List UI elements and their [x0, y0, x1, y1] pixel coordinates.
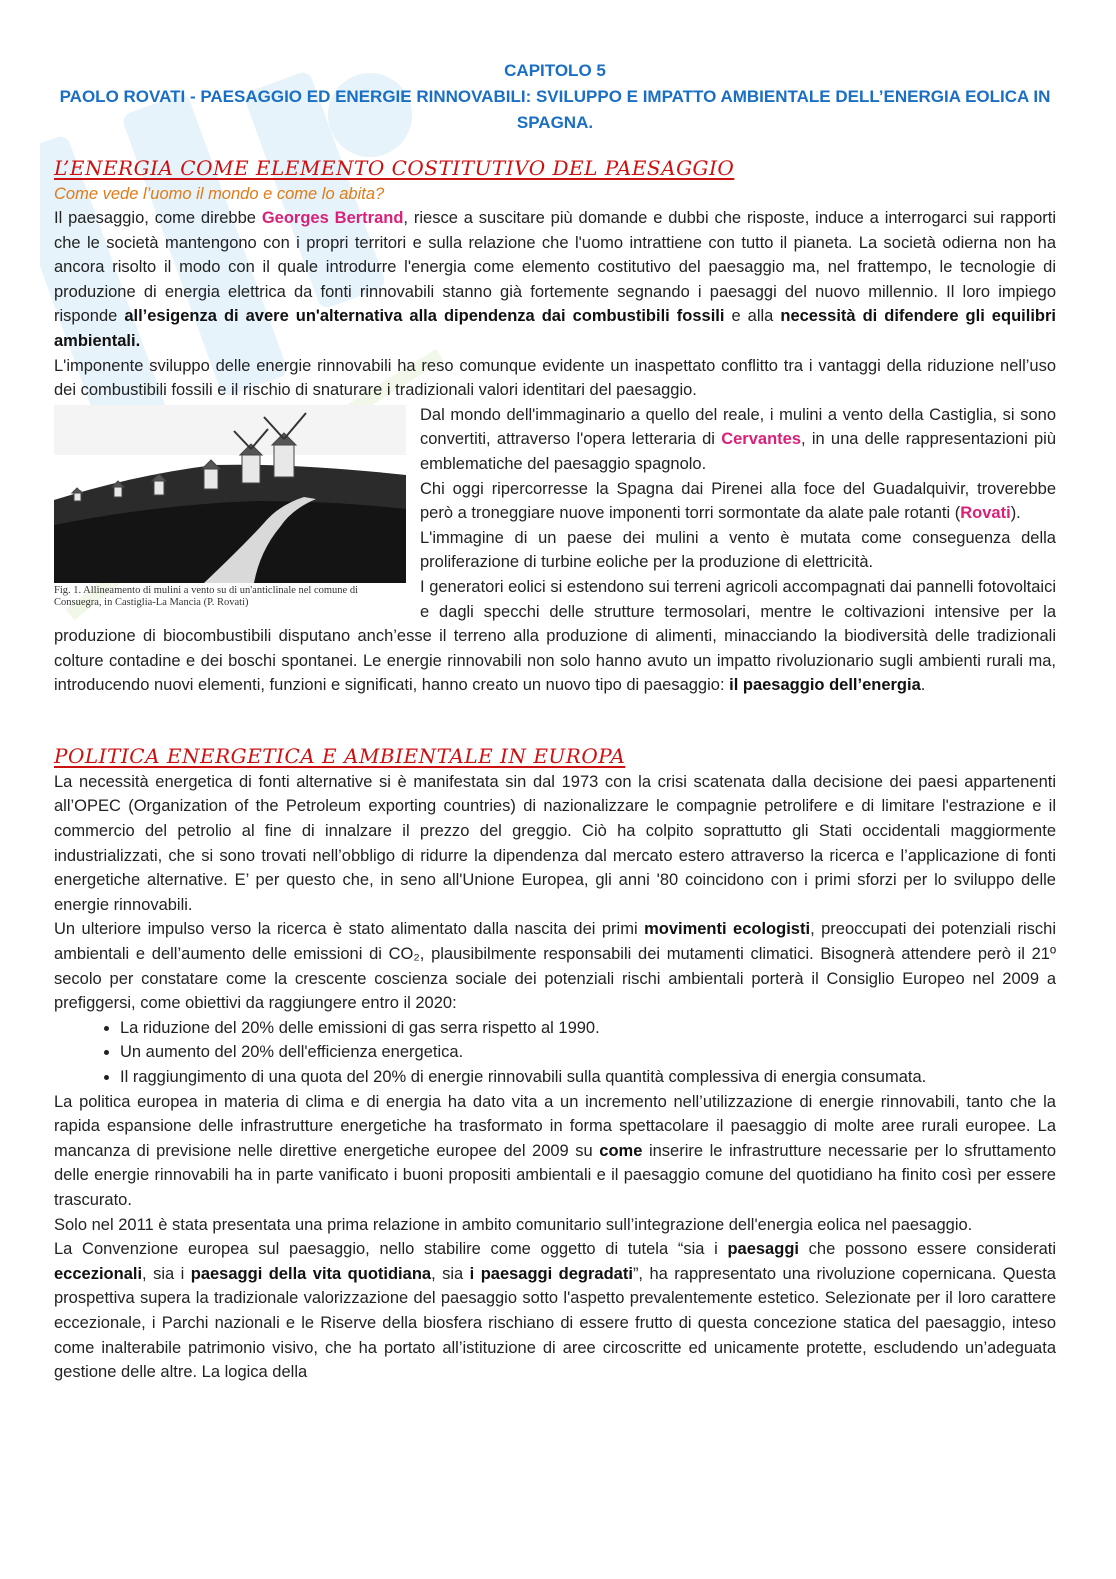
chapter-title: PAOLO ROVATI - PAESAGGIO ED ENERGIE RINNOVABILI: SVILUPPO E IMPATTO AMBIENTALE DELL’ENERGIA EOLICA IN SPAGNA. — [59, 87, 1051, 132]
paragraph: Un ulteriore impulso verso la ricerca è stato alimentato dalla nascita dei primi movimenti ecologisti, preoccupati dei potenziali rischi ambientali e dell’aumento delle emissioni di CO₂, plausibilmente responsabili dei mutamenti climatici. Bisognerà attendere però il 21º secolo per constatare come la crescente coscienza sociale dei potenziali rischi ambientali porterà il Consiglio Europeo nel 2009 a prefiggersi, come obiettivi da raggiungere entro il 2020: — [54, 920, 1056, 1013]
paragraph: La necessità energetica di fonti alternative si è manifestata sin dal 1973 con la crisi scatenata dalla decisione dei paesi appartenenti all’OPEC (Organization of the Petroleum exporting countries) di nazionalizzare le compagnie petrolifere e di limitare l'estrazione e il commercio del petrolio al fine di innalzare il prezzo del greggio. Ciò ha colpito soprattutto gli Stati occidentali maggiormente industrializzati, che si sono trovati nell’obbligo di ridurre la dipendenza dal mercato estero attraverso la ricerca e l’applicazione di fonti energetiche alternative. E’ per questo che, in seno all'Unione Europea, gli anni '80 coincidono con i primi sforzi per lo sviluppo delle energie rinnovabili. — [54, 772, 1056, 914]
author-name: Georges Bertrand — [261, 209, 404, 227]
author-name: Rovati — [960, 504, 1011, 523]
objectives-list — [54, 1016, 1056, 1090]
paragraph: Dal mondo dell'immaginario a quello del reale, i mulini a vento della Castiglia, si sono convertiti, attraverso l'opera letteraria di Cervantes, in una delle rappresentazioni più emblematiche del paesaggio spagnolo. — [420, 405, 1056, 473]
paragraph: L'immagine di un paese dei mulini a vento è mutata come conseguenza della proliferazione di turbine eoliche per la produzione di elettricità. — [420, 528, 1056, 572]
chapter-label: CAPITOLO 5 — [504, 61, 606, 80]
author-name: Cervantes — [721, 430, 801, 449]
windmill-figure — [54, 405, 406, 609]
list-item: • Un aumento del 20% dell'efficienza energetica. — [120, 1040, 1056, 1065]
paragraph: La Convenzione europea sul paesaggio, nello stabilire come oggetto di tutela “sia i paesaggi che possono essere considerati eccezionali, sia i paesaggi della vita quotidiana, sia i paesaggi degradati”, ha rappresentato una rivoluzione copernicana. Questa prospettiva supera la tradizionale valorizzazione del paesaggio sotto l'aspetto prevalentemente estetico. Selezionate per il loro carattere eccezionale, i Parchi nazionali e le Riserve della biosfera rischiano di essere frutto di questa concezione statica del paesaggio, inteso come inalterabile patrimonio visivo, che ha portato all’istituzione di aree circoscritte ed unicamente protette, escludendo un’adeguata gestione delle altre. La logica della — [54, 1240, 1056, 1382]
paragraph: Il paesaggio, come direbbe Georges Bertrand, riesce a suscitare più domande e dubbi che risposte, induce a interrogarci sui rapporti che le società mantengono con i propri territori e sulla relazione che l'uomo intrattiene con tutto il pianeta. La società odierna non ha ancora risolto il modo con il quale introdurre l'energia come elemento costitutivo del paesaggio ma, nel frattempo, le tecnologie di produzione di energia elettrica da fonti rinnovabili stanno già fortemente segnando i paesaggi del nuovo millennio. Il loro impiego risponde all’esigenza di avere un'alternativa alla dipendenza dai combustibili fossili e alla necessità di difendere gli equilibri ambientali. — [54, 209, 1057, 350]
paragraph: Chi oggi ripercorresse la Spagna dai Pirenei alla foce del Guadalquivir, troverebbe però a troneggiare nuove imponenti torri sormontate da alate pale rotanti (Rovati). — [420, 479, 1056, 523]
paragraph: Solo nel 2011 è stata presentata una prima relazione in ambito comunitario sull’integrazione dell'energia eolica nel paesaggio. — [54, 1215, 973, 1234]
paragraph: L'imponente sviluppo delle energie rinnovabili ha reso comunque evidente un inaspettato conflitto tra i vantaggi della riduzione nell’uso dei combustibili fossili e il rischio di snaturare i tradizionali valori identitari del paesaggio. — [54, 356, 1056, 400]
paragraph: I generatori eolici si estendono sui terreni agricoli accompagnati dai pannelli fotovoltaici e dagli specchi delle strutture termosolari, mentre le coltivazioni intensive per la produzione di biocombustibili disputano anch’esse il terreno alla produzione di alimenti, minacciando la biodiversità delle tradizionali colture contadine e dei boschi spontanei. Le energie rinnovabili non solo hanno avuto un impatto rivoluzionario sugli ambienti rurali ma, introducendo nuovi elementi, funzioni e significati, hanno creato un nuovo tipo di paesaggio: il paesaggio dell’energia. — [54, 577, 1056, 695]
section-subheading: Come vede l’uomo il mondo e come lo abita? — [54, 185, 385, 203]
windmills-photo — [54, 405, 406, 583]
section-heading-energia: L’ENERGIA COME ELEMENTO COSTITUTIVO DEL PAESAGGIO — [54, 156, 735, 180]
paragraph: La politica europea in materia di clima e di energia ha dato vita a un incremento nell’utilizzazione di energie rinnovabili, tanto che la rapida espansione delle infrastrutture energetiche ha trasformato in forma spettacolare il paesaggio di molte aree rurali europee. La mancanza di previsione nelle direttive energetiche europee del 2009 su come inserire le infrastrutture necessarie per lo sfruttamento delle energie rinnovabili ha in parte vanificato i buoni propositi ambientali e il paesaggio comune del quotidiano ha finito così per essere trascurato. — [54, 1092, 1057, 1209]
figure-caption: Fig. 1. Allineamento di mulini a vento su di un'anticlinale nel comune di Consuegra, in Castiglia-La Mancia (P. Rovati) — [54, 584, 359, 608]
section-heading-politica: POLITICA ENERGETICA E AMBIENTALE IN EUROPA — [54, 743, 626, 768]
list-item: • La riduzione del 20% delle emissioni di gas serra rispetto al 1990. — [120, 1016, 1056, 1041]
document-page — [54, 58, 1056, 1385]
list-item: • Il raggiungimento di una quota del 20% di energie rinnovabili sulla quantità complessiva di energia consumata. — [120, 1065, 1056, 1090]
